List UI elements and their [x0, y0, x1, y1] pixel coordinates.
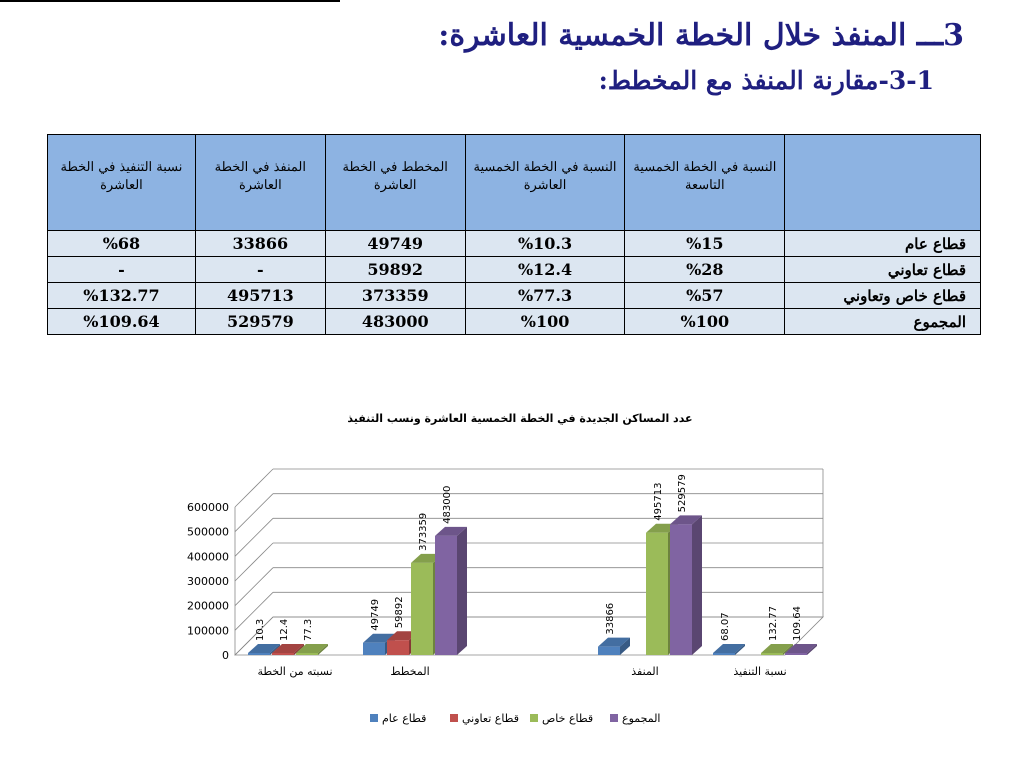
page-title: 3ـــ المنفذ خلال الخطة الخمسية العاشرة:	[438, 18, 964, 53]
table-header-row	[48, 135, 981, 231]
table-cell: %100	[625, 309, 785, 335]
data-label: 373359	[418, 512, 429, 551]
top-rule	[0, 0, 340, 2]
table-cell: %100	[465, 309, 625, 335]
grid-line	[235, 543, 273, 581]
y-tick-label: 0	[222, 649, 229, 662]
table-row	[48, 231, 981, 257]
table-row	[48, 309, 981, 335]
y-tick-label: 400000	[187, 550, 229, 564]
table-header-cell: النسبة في الخطة الخمسية التاسعة	[625, 135, 785, 231]
housing-chart	[180, 400, 860, 744]
y-tick-label: 500000	[187, 525, 229, 539]
data-label: 49749	[370, 598, 381, 631]
x-tick-label: المنفذ	[631, 665, 659, 678]
chart-title: عدد المساكن الجديدة في الخطة الخمسية العاشرة ونسب التنفيذ	[347, 412, 693, 425]
legend-label: قطاع خاص	[542, 712, 594, 725]
table-cell: قطاع تعاوني	[785, 257, 981, 283]
data-label: 12.4	[279, 618, 290, 641]
bar	[272, 653, 294, 655]
legend-label: المجموع	[622, 712, 661, 725]
data-label: 77.3	[303, 618, 314, 641]
table-row	[48, 283, 981, 309]
bar	[670, 524, 692, 655]
chart-canvas	[180, 400, 860, 740]
grid-line	[235, 592, 273, 630]
table-cell: قطاع خاص وتعاوني	[785, 283, 981, 309]
table-header-cell: نسبة التنفيذ في الخطة العاشرة	[48, 135, 196, 231]
y-tick-label: 100000	[187, 624, 229, 638]
table-cell: %77.3	[465, 283, 625, 309]
comparison-table	[47, 134, 981, 335]
bar	[713, 653, 735, 655]
bar	[296, 653, 318, 655]
table-cell: 59892	[325, 257, 465, 283]
bar	[387, 640, 409, 655]
table-cell: المجموع	[785, 309, 981, 335]
table-cell: %15	[625, 231, 785, 257]
legend-swatch	[610, 714, 618, 722]
table-header-cell	[785, 135, 981, 231]
bar	[598, 647, 620, 655]
table-cell: 49749	[325, 231, 465, 257]
table-cell: %10.3	[465, 231, 625, 257]
bar	[248, 653, 270, 655]
data-label: 10.3	[255, 618, 266, 641]
data-label: 109.64	[792, 606, 803, 641]
table-cell: 495713	[195, 283, 325, 309]
legend-swatch	[530, 714, 538, 722]
table-cell: %132.77	[48, 283, 196, 309]
table-cell: -	[48, 257, 196, 283]
table-cell: 529579	[195, 309, 325, 335]
legend-label: قطاع عام	[382, 712, 427, 725]
table-cell: %12.4	[465, 257, 625, 283]
bar	[761, 653, 783, 655]
x-tick-label: المخطط	[390, 665, 430, 678]
data-label: 529579	[677, 474, 688, 513]
table-header-cell: المخطط في الخطة العاشرة	[325, 135, 465, 231]
bar	[646, 533, 668, 655]
grid-line	[235, 568, 273, 606]
bar-side	[692, 515, 702, 655]
y-tick-label: 600000	[187, 501, 229, 514]
table-cell: -	[195, 257, 325, 283]
table-cell: 33866	[195, 231, 325, 257]
table-cell: %57	[625, 283, 785, 309]
grid-line	[235, 518, 273, 556]
table-row	[48, 257, 981, 283]
table-cell: %109.64	[48, 309, 196, 335]
table-cell: %28	[625, 257, 785, 283]
legend-swatch	[370, 714, 378, 722]
x-tick-label: نسبته من الخطة	[257, 665, 333, 678]
table-cell: 483000	[325, 309, 465, 335]
section-subtitle: 3-1-مقارنة المنفذ مع المخطط:	[598, 66, 934, 95]
bar	[785, 653, 807, 655]
bar	[435, 536, 457, 655]
bar-side	[457, 527, 467, 655]
x-tick-label: نسبة التنفيذ	[733, 665, 787, 678]
table-cell: قطاع عام	[785, 231, 981, 257]
legend-label: قطاع تعاوني	[462, 712, 519, 725]
table-header-cell: المنفذ في الخطة العاشرة	[195, 135, 325, 231]
data-label: 33866	[605, 602, 616, 635]
y-tick-label: 300000	[187, 575, 229, 588]
grid-line	[235, 469, 273, 507]
y-tick-label: 200000	[187, 599, 229, 613]
data-label: 132.77	[768, 606, 779, 641]
data-label: 483000	[442, 485, 453, 524]
data-label: 68.07	[720, 612, 731, 641]
bar	[411, 563, 433, 655]
table-header-cell: النسبة في الخطة الخمسية العاشرة	[465, 135, 625, 231]
table-cell: 373359	[325, 283, 465, 309]
data-label: 59892	[394, 596, 405, 629]
data-label: 495713	[653, 482, 664, 521]
legend-swatch	[450, 714, 458, 722]
bar	[363, 643, 385, 655]
grid-line	[235, 494, 273, 532]
table-cell: %68	[48, 231, 196, 257]
